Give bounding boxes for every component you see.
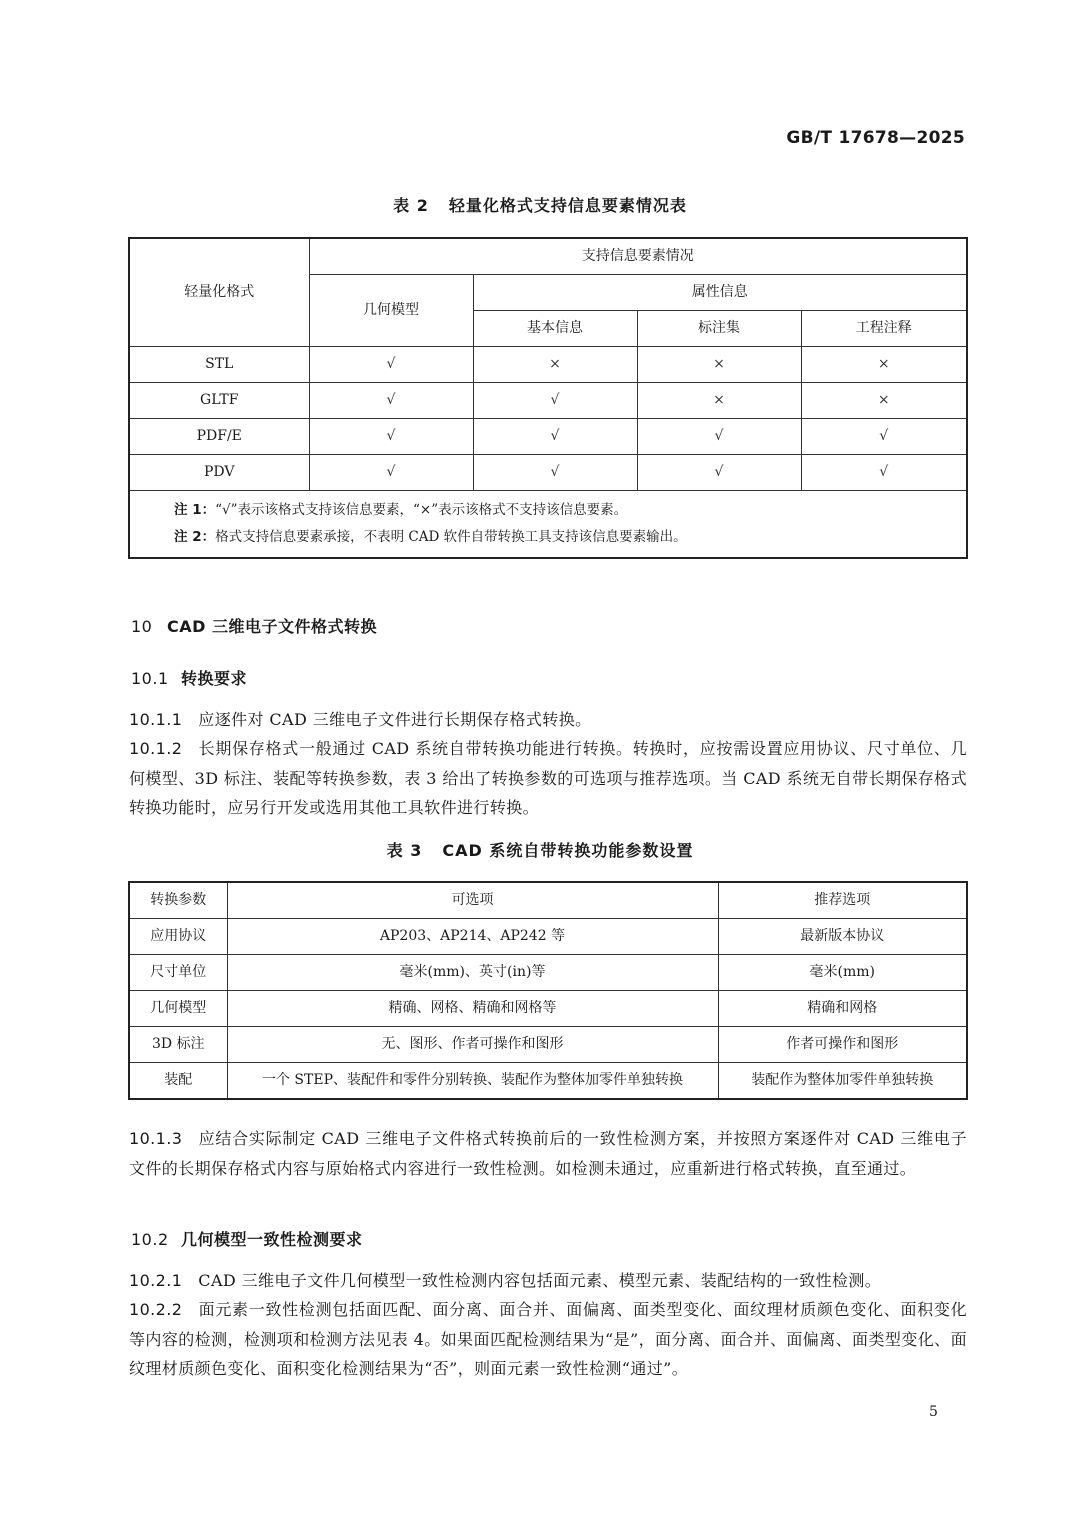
table3-header-param: 转换参数 bbox=[129, 882, 227, 919]
table-row bbox=[129, 347, 967, 383]
support-mark: √ bbox=[309, 455, 473, 491]
table-row bbox=[129, 1063, 967, 1100]
clause-number: 10.2.2 bbox=[129, 1300, 183, 1319]
format-cell: PDF/E bbox=[129, 419, 309, 455]
clause-text: 长期保存格式一般通过 CAD 系统自带转换功能进行转换。转换时，应按需设置应用协议、尺寸单位、几何模型、3D 标注、装配等转换参数，表 3 给出了转换参数的可选项与推荐选项。当 CAD 系统无自带长期保存格式转换功能时，应另行开发或选用其他工具软件进行转换。 bbox=[129, 739, 967, 817]
table2-header-eng: 工程注释 bbox=[801, 311, 967, 347]
section-number: 10.1 bbox=[131, 669, 169, 688]
section-10-heading bbox=[131, 614, 377, 637]
paragraph-10-1-3 bbox=[129, 1124, 967, 1183]
clause-text: 应逐件对 CAD 三维电子文件进行长期保存格式转换。 bbox=[198, 710, 592, 729]
clause-number: 10.1.3 bbox=[129, 1129, 183, 1148]
table3-caption-title: CAD 系统自带转换功能参数设置 bbox=[442, 841, 694, 860]
paragraph-10-1-2 bbox=[129, 734, 967, 823]
table3 bbox=[128, 881, 968, 1100]
section-title: 转换要求 bbox=[181, 669, 248, 688]
table2-header-basic: 基本信息 bbox=[473, 311, 637, 347]
option-cell: 一个 STEP、装配件和零件分别转换、装配作为整体加零件单独转换 bbox=[227, 1063, 718, 1100]
support-mark: √ bbox=[473, 455, 637, 491]
support-mark: × bbox=[801, 383, 967, 419]
table2-note-2 bbox=[174, 524, 966, 551]
support-mark: √ bbox=[309, 383, 473, 419]
support-mark: × bbox=[801, 347, 967, 383]
table2-caption bbox=[0, 193, 1080, 216]
table-row bbox=[129, 991, 967, 1027]
support-mark: √ bbox=[801, 419, 967, 455]
table2-caption-title: 轻量化格式支持信息要素情况表 bbox=[448, 196, 687, 215]
section-number: 10.2 bbox=[131, 1230, 169, 1249]
support-mark: × bbox=[473, 347, 637, 383]
section-10-1-heading bbox=[131, 666, 247, 689]
recommend-cell: 装配作为整体加零件单独转换 bbox=[718, 1063, 967, 1100]
page-number: 5 bbox=[929, 1404, 938, 1420]
format-cell: GLTF bbox=[129, 383, 309, 419]
table2 bbox=[128, 237, 968, 559]
table3-header-option: 可选项 bbox=[227, 882, 718, 919]
table3-caption-number: 表 3 bbox=[386, 841, 423, 860]
table3-caption bbox=[0, 838, 1080, 861]
recommend-cell: 最新版本协议 bbox=[718, 919, 967, 955]
support-mark: √ bbox=[309, 419, 473, 455]
paragraph-10-2-2 bbox=[129, 1295, 967, 1384]
support-mark: √ bbox=[637, 419, 801, 455]
table-row bbox=[129, 1027, 967, 1063]
recommend-cell: 毫米(mm) bbox=[718, 955, 967, 991]
support-mark: × bbox=[637, 347, 801, 383]
support-mark: √ bbox=[309, 347, 473, 383]
section-number: 10 bbox=[131, 617, 153, 636]
clause-number: 10.2.1 bbox=[129, 1271, 183, 1290]
option-cell: 精确、网格、精确和网格等 bbox=[227, 991, 718, 1027]
section-10-2-heading bbox=[131, 1227, 363, 1250]
paragraph-10-2-1 bbox=[129, 1266, 967, 1296]
option-cell: AP203、AP214、AP242 等 bbox=[227, 919, 718, 955]
support-mark: √ bbox=[637, 455, 801, 491]
clause-text: CAD 三维电子文件几何模型一致性检测内容包括面元素、模型元素、装配结构的一致性检测。 bbox=[198, 1271, 882, 1290]
paragraph-10-1-1 bbox=[129, 705, 967, 735]
support-mark: √ bbox=[473, 419, 637, 455]
table2-header-format: 轻量化格式 bbox=[129, 238, 309, 347]
clause-number: 10.1.1 bbox=[129, 710, 183, 729]
table3-header-recommend: 推荐选项 bbox=[718, 882, 967, 919]
param-cell: 应用协议 bbox=[129, 919, 227, 955]
support-mark: √ bbox=[801, 455, 967, 491]
param-cell: 几何模型 bbox=[129, 991, 227, 1027]
table-row bbox=[129, 955, 967, 991]
table2-caption-number: 表 2 bbox=[393, 196, 429, 215]
table-row bbox=[129, 383, 967, 419]
table2-header-geometry: 几何模型 bbox=[309, 275, 473, 347]
recommend-cell: 作者可操作和图形 bbox=[718, 1027, 967, 1063]
table2-header-support: 支持信息要素情况 bbox=[309, 238, 967, 275]
note-label: 注 2： bbox=[174, 529, 216, 545]
table2-notes bbox=[129, 491, 967, 559]
table-row bbox=[129, 419, 967, 455]
support-mark: × bbox=[637, 383, 801, 419]
note-label: 注 1： bbox=[174, 502, 216, 518]
table2-note-1 bbox=[174, 497, 966, 524]
note-text: “√”表示该格式支持该信息要素，“×”表示该格式不支持该信息要素。 bbox=[215, 502, 628, 518]
recommend-cell: 精确和网格 bbox=[718, 991, 967, 1027]
param-cell: 3D 标注 bbox=[129, 1027, 227, 1063]
param-cell: 装配 bbox=[129, 1063, 227, 1100]
format-cell: STL bbox=[129, 347, 309, 383]
clause-text: 面元素一致性检测包括面匹配、面分离、面合并、面偏离、面类型变化、面纹理材质颜色变化、面积变化等内容的检测，检测项和检测方法见表 4。如果面匹配检测结果为“是”，面分离、面合并、面偏离、面类型变化、面纹理材质颜色变化、面积变化检测结果为“否”，则面元素一致性检测“通过”。 bbox=[129, 1300, 967, 1378]
table2-header-label: 标注集 bbox=[637, 311, 801, 347]
clause-text: 应结合实际制定 CAD 三维电子文件格式转换前后的一致性检测方案，并按照方案逐件对 CAD 三维电子文件的长期保存格式内容与原始格式内容进行一致性检测。如检测未通过，应重新进行格式转换，直至通过。 bbox=[129, 1129, 967, 1178]
clause-number: 10.1.2 bbox=[129, 739, 183, 758]
support-mark: √ bbox=[473, 383, 637, 419]
note-text: 格式支持信息要素承接，不表明 CAD 软件自带转换工具支持该信息要素输出。 bbox=[215, 529, 687, 545]
format-cell: PDV bbox=[129, 455, 309, 491]
table2-header-attr: 属性信息 bbox=[473, 275, 967, 311]
table-row bbox=[129, 919, 967, 955]
section-title: CAD 三维电子文件格式转换 bbox=[167, 617, 377, 636]
param-cell: 尺寸单位 bbox=[129, 955, 227, 991]
table-row bbox=[129, 455, 967, 491]
option-cell: 毫米(mm)、英寸(in)等 bbox=[227, 955, 718, 991]
document-code: GB/T 17678—2025 bbox=[786, 128, 965, 148]
option-cell: 无、图形、作者可操作和图形 bbox=[227, 1027, 718, 1063]
section-title: 几何模型一致性检测要求 bbox=[181, 1230, 363, 1249]
